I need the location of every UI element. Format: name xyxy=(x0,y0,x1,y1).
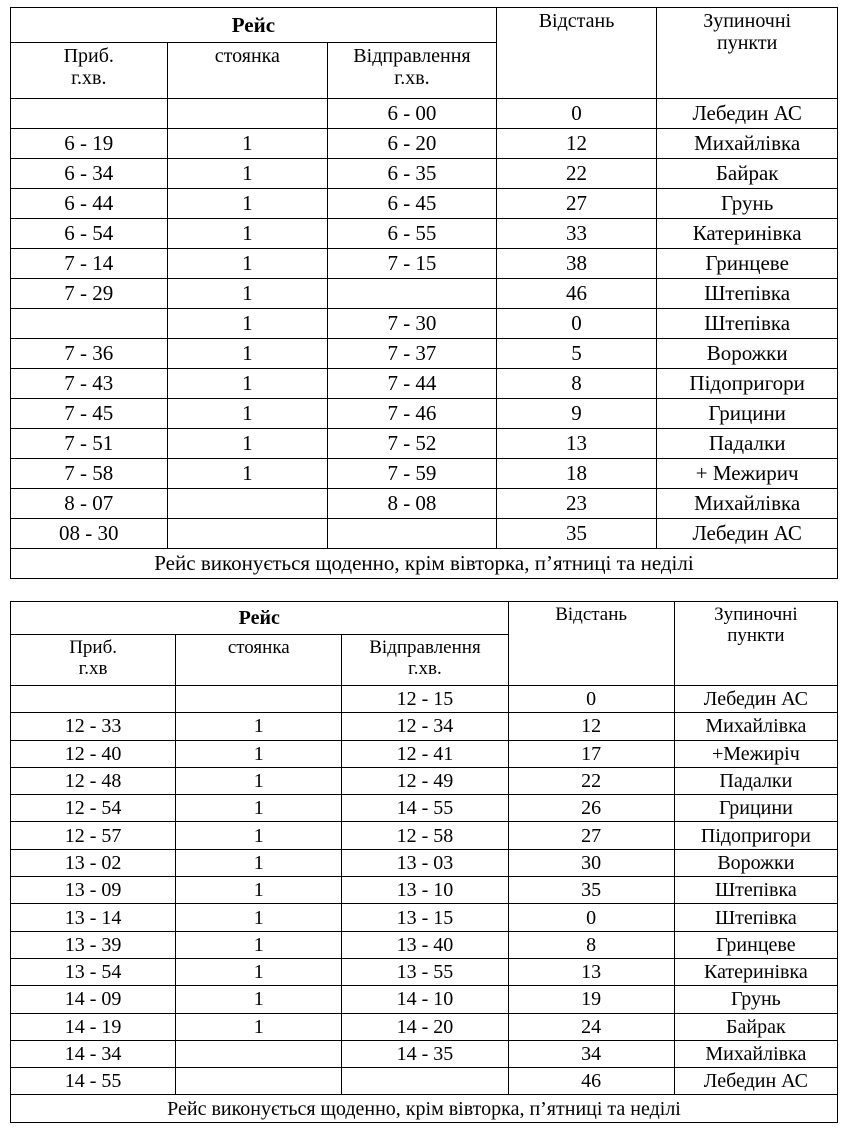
distance-cell: 12 xyxy=(508,713,674,740)
arrival-cell: 7 - 51 xyxy=(11,429,168,459)
distance-cell: 8 xyxy=(508,931,674,958)
stop-time-cell: 1 xyxy=(176,795,342,822)
stop-name-cell: Штепівка xyxy=(657,309,838,339)
departure-header: Відправлення г.хв. xyxy=(328,43,497,99)
distance-cell: 13 xyxy=(508,958,674,985)
stop-name-cell: + Межирич xyxy=(657,459,838,489)
distance-cell: 27 xyxy=(508,822,674,849)
departure-cell: 7 - 30 xyxy=(328,309,497,339)
timetable-2-body xyxy=(11,686,838,1095)
departure-cell: 7 - 46 xyxy=(328,399,497,429)
stop-time-cell: 1 xyxy=(167,399,328,429)
departure-cell: 13 - 15 xyxy=(342,904,508,931)
stop-time-cell: 1 xyxy=(167,309,328,339)
arrival-cell: 6 - 19 xyxy=(11,129,168,159)
timetable-1-body xyxy=(11,99,838,549)
departure-cell: 14 - 35 xyxy=(342,1040,508,1067)
arrival-cell: 13 - 09 xyxy=(11,877,176,904)
stop-time-cell: 1 xyxy=(176,1013,342,1040)
table-row xyxy=(11,459,838,489)
arrival-cell: 8 - 07 xyxy=(11,489,168,519)
stop-name-cell: Михайлівка xyxy=(674,713,837,740)
stop-name-cell: Грицини xyxy=(657,399,838,429)
departure-cell: 7 - 37 xyxy=(328,339,497,369)
distance-cell: 22 xyxy=(496,159,657,189)
distance-cell: 0 xyxy=(496,99,657,129)
table-row xyxy=(11,767,838,794)
arrival-cell: 14 - 19 xyxy=(11,1013,176,1040)
trip-header: Рейс xyxy=(11,8,497,43)
table-row xyxy=(11,849,838,876)
arrival-cell: 6 - 54 xyxy=(11,219,168,249)
arrival-header: Приб. г.хв. xyxy=(11,43,168,99)
stop-name-cell: Штепівка xyxy=(674,877,837,904)
distance-cell: 27 xyxy=(496,189,657,219)
table-row xyxy=(11,309,838,339)
arrival-cell: 14 - 55 xyxy=(11,1068,176,1095)
table-row xyxy=(11,1013,838,1040)
stop-time-cell: 1 xyxy=(167,249,328,279)
stop-time-cell xyxy=(167,489,328,519)
departure-cell: 12 - 15 xyxy=(342,686,508,713)
stop-name-cell: Гринцеве xyxy=(674,931,837,958)
distance-cell: 17 xyxy=(508,740,674,767)
departure-cell: 12 - 41 xyxy=(342,740,508,767)
table-row xyxy=(11,519,838,549)
stop-name-cell: Падалки xyxy=(674,767,837,794)
departure-cell: 12 - 34 xyxy=(342,713,508,740)
departure-cell: 13 - 55 xyxy=(342,958,508,985)
table-row xyxy=(11,740,838,767)
distance-cell: 30 xyxy=(508,849,674,876)
stop-name-cell: Лебедин АС xyxy=(657,99,838,129)
arrival-cell: 7 - 45 xyxy=(11,399,168,429)
table-row xyxy=(11,904,838,931)
stop-name-cell: Михайлівка xyxy=(657,489,838,519)
table-row xyxy=(11,219,838,249)
distance-cell: 38 xyxy=(496,249,657,279)
table-row xyxy=(11,958,838,985)
table-row xyxy=(11,159,838,189)
stop-time-cell: 1 xyxy=(176,931,342,958)
stop-name-cell: Байрак xyxy=(657,159,838,189)
table-row xyxy=(11,489,838,519)
departure-cell: 7 - 15 xyxy=(328,249,497,279)
stop-name-cell: Грицини xyxy=(674,795,837,822)
distance-cell: 26 xyxy=(508,795,674,822)
arrival-cell: 7 - 29 xyxy=(11,279,168,309)
stop-time-cell: 1 xyxy=(176,958,342,985)
stop-name-cell: Ворожки xyxy=(674,849,837,876)
table-row xyxy=(11,399,838,429)
departure-cell: 7 - 52 xyxy=(328,429,497,459)
stop-time-header: стоянка xyxy=(176,635,342,686)
arrival-cell: 6 - 44 xyxy=(11,189,168,219)
departure-cell: 12 - 58 xyxy=(342,822,508,849)
arrival-cell: 12 - 57 xyxy=(11,822,176,849)
arrival-cell xyxy=(11,686,176,713)
departure-cell: 6 - 35 xyxy=(328,159,497,189)
stop-time-cell: 1 xyxy=(167,429,328,459)
arrival-cell xyxy=(11,309,168,339)
stop-time-cell: 1 xyxy=(167,369,328,399)
distance-cell: 22 xyxy=(508,767,674,794)
stop-time-cell: 1 xyxy=(176,822,342,849)
arrival-cell: 13 - 39 xyxy=(11,931,176,958)
stops-header: Зупиночні пункти xyxy=(657,8,838,99)
stop-name-cell: Байрак xyxy=(674,1013,837,1040)
distance-cell: 5 xyxy=(496,339,657,369)
stop-name-cell: Катеринівка xyxy=(657,219,838,249)
stop-time-cell: 1 xyxy=(167,189,328,219)
table-row xyxy=(11,877,838,904)
schedule-note: Рейс виконується щоденно, крім вівторка, п’ятниці та неділі xyxy=(11,549,838,579)
distance-cell: 0 xyxy=(508,904,674,931)
stop-time-cell: 1 xyxy=(176,904,342,931)
stop-time-cell: 1 xyxy=(167,159,328,189)
stop-name-cell: Грунь xyxy=(674,986,837,1013)
table-row xyxy=(11,822,838,849)
stop-name-cell: Лебедин АС xyxy=(674,1068,837,1095)
stop-time-cell xyxy=(176,1068,342,1095)
stop-name-cell: Підопригори xyxy=(657,369,838,399)
stop-time-cell xyxy=(176,686,342,713)
arrival-cell xyxy=(11,99,168,129)
timetable-1 xyxy=(10,7,838,579)
distance-cell: 24 xyxy=(508,1013,674,1040)
arrival-cell: 12 - 40 xyxy=(11,740,176,767)
table-row xyxy=(11,249,838,279)
stop-time-cell: 1 xyxy=(176,740,342,767)
distance-cell: 19 xyxy=(508,986,674,1013)
stop-time-cell: 1 xyxy=(167,339,328,369)
departure-cell: 12 - 49 xyxy=(342,767,508,794)
stop-name-cell: Михайлівка xyxy=(674,1040,837,1067)
departure-cell: 14 - 20 xyxy=(342,1013,508,1040)
distance-cell: 8 xyxy=(496,369,657,399)
stop-time-cell xyxy=(167,519,328,549)
table-row xyxy=(11,686,838,713)
trip-header: Рейс xyxy=(11,602,509,635)
table-row xyxy=(11,931,838,958)
table-row xyxy=(11,795,838,822)
distance-header: Відстань xyxy=(496,8,657,99)
departure-cell xyxy=(328,519,497,549)
table-row xyxy=(11,713,838,740)
departure-cell: 8 - 08 xyxy=(328,489,497,519)
departure-cell: 13 - 10 xyxy=(342,877,508,904)
distance-cell: 34 xyxy=(508,1040,674,1067)
stop-time-cell: 1 xyxy=(176,986,342,1013)
departure-cell: 13 - 40 xyxy=(342,931,508,958)
distance-cell: 18 xyxy=(496,459,657,489)
stop-time-header: стоянка xyxy=(167,43,328,99)
departure-cell: 6 - 00 xyxy=(328,99,497,129)
schedule-note: Рейс виконується щоденно, крім вівторка, п’ятниці та неділі xyxy=(11,1095,838,1123)
distance-cell: 23 xyxy=(496,489,657,519)
distance-cell: 9 xyxy=(496,399,657,429)
arrival-cell: 12 - 54 xyxy=(11,795,176,822)
arrival-header: Приб. г.хв xyxy=(11,635,176,686)
distance-cell: 13 xyxy=(496,429,657,459)
arrival-cell: 13 - 14 xyxy=(11,904,176,931)
stop-time-cell: 1 xyxy=(167,129,328,159)
table-row xyxy=(11,129,838,159)
table-row xyxy=(11,1068,838,1095)
arrival-cell: 12 - 33 xyxy=(11,713,176,740)
distance-cell: 46 xyxy=(508,1068,674,1095)
departure-cell xyxy=(342,1068,508,1095)
stop-time-cell: 1 xyxy=(167,279,328,309)
arrival-cell: 7 - 43 xyxy=(11,369,168,399)
arrival-cell: 14 - 34 xyxy=(11,1040,176,1067)
distance-cell: 0 xyxy=(496,309,657,339)
departure-cell: 6 - 45 xyxy=(328,189,497,219)
table-row xyxy=(11,339,838,369)
arrival-cell: 7 - 36 xyxy=(11,339,168,369)
table-row xyxy=(11,369,838,399)
departure-header: Відправлення г.хв. xyxy=(342,635,508,686)
stop-time-cell: 1 xyxy=(167,459,328,489)
stop-time-cell: 1 xyxy=(176,713,342,740)
distance-cell: 46 xyxy=(496,279,657,309)
stop-time-cell xyxy=(176,1040,342,1067)
arrival-cell: 13 - 54 xyxy=(11,958,176,985)
arrival-cell: 08 - 30 xyxy=(11,519,168,549)
stop-name-cell: Лебедин АС xyxy=(657,519,838,549)
arrival-cell: 7 - 14 xyxy=(11,249,168,279)
stop-name-cell: +Межиріч xyxy=(674,740,837,767)
arrival-cell: 13 - 02 xyxy=(11,849,176,876)
departure-cell: 7 - 44 xyxy=(328,369,497,399)
arrival-cell: 12 - 48 xyxy=(11,767,176,794)
distance-cell: 12 xyxy=(496,129,657,159)
stop-name-cell: Лебедин АС xyxy=(674,686,837,713)
arrival-cell: 7 - 58 xyxy=(11,459,168,489)
stop-time-cell: 1 xyxy=(176,767,342,794)
stop-name-cell: Падалки xyxy=(657,429,838,459)
stop-name-cell: Гринцеве xyxy=(657,249,838,279)
table-row xyxy=(11,986,838,1013)
stop-name-cell: Штепівка xyxy=(674,904,837,931)
arrival-cell: 14 - 09 xyxy=(11,986,176,1013)
stop-time-cell: 1 xyxy=(176,877,342,904)
timetable-2 xyxy=(10,601,838,1123)
departure-cell: 6 - 55 xyxy=(328,219,497,249)
departure-cell: 14 - 10 xyxy=(342,986,508,1013)
departure-cell: 6 - 20 xyxy=(328,129,497,159)
distance-cell: 35 xyxy=(496,519,657,549)
stop-time-cell: 1 xyxy=(167,219,328,249)
stop-name-cell: Підопригори xyxy=(674,822,837,849)
distance-cell: 0 xyxy=(508,686,674,713)
stop-time-cell: 1 xyxy=(176,849,342,876)
distance-cell: 35 xyxy=(508,877,674,904)
distance-cell: 33 xyxy=(496,219,657,249)
table-row xyxy=(11,1040,838,1067)
table-row xyxy=(11,279,838,309)
stop-name-cell: Штепівка xyxy=(657,279,838,309)
stop-name-cell: Михайлівка xyxy=(657,129,838,159)
table-row xyxy=(11,429,838,459)
stop-name-cell: Грунь xyxy=(657,189,838,219)
distance-header: Відстань xyxy=(508,602,674,686)
table-row xyxy=(11,189,838,219)
stop-time-cell xyxy=(167,99,328,129)
table-row xyxy=(11,99,838,129)
departure-cell xyxy=(328,279,497,309)
stops-header: Зупиночні пункти xyxy=(674,602,837,686)
arrival-cell: 6 - 34 xyxy=(11,159,168,189)
stop-name-cell: Катеринівка xyxy=(674,958,837,985)
stop-name-cell: Ворожки xyxy=(657,339,838,369)
departure-cell: 14 - 55 xyxy=(342,795,508,822)
departure-cell: 7 - 59 xyxy=(328,459,497,489)
departure-cell: 13 - 03 xyxy=(342,849,508,876)
